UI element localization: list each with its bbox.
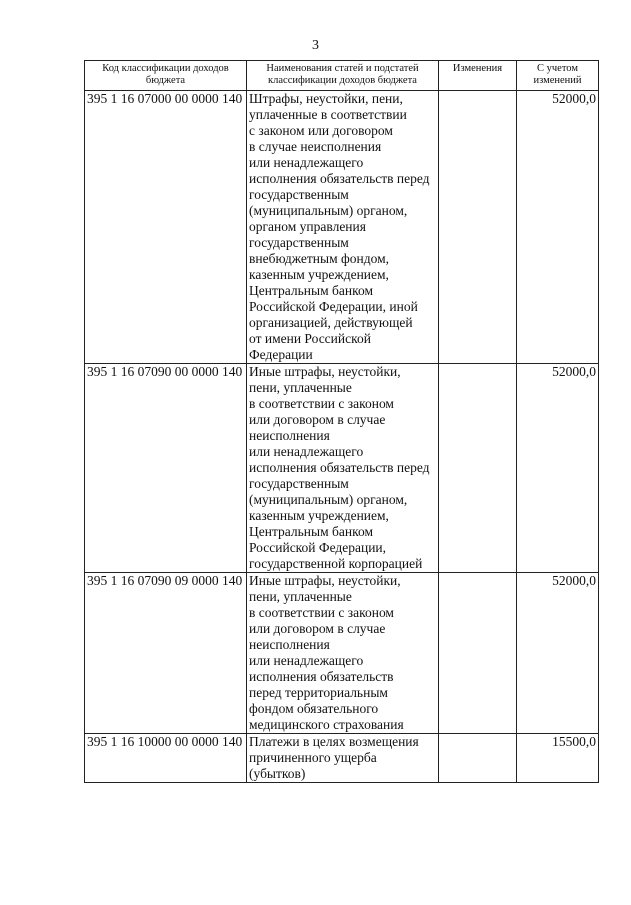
income-name [247,364,439,573]
income-code: 395 1 16 07000 00 0000 140 [85,91,247,364]
income-code: 395 1 16 07090 09 0000 140 [85,573,247,734]
income-name-line: пени, уплаченные [249,589,352,604]
income-name-line: Российской Федерации, [249,540,387,555]
income-name [247,573,439,734]
income-name-line: перед территориальным [249,685,388,700]
income-name-line: неисполнения [249,428,330,443]
total-value: 52000,0 [517,91,599,364]
income-name-line: казенным учреждением, [249,508,389,523]
income-name [247,91,439,364]
income-name-line: (муниципальным) органом, [249,203,408,218]
income-name-line: организацией, действующей [249,315,413,330]
income-name-line: фондом обязательного [249,701,379,716]
income-name-line: неисполнения [249,637,330,652]
income-name-line: исполнения обязательств [249,669,394,684]
changes-value [439,91,517,364]
income-name-line: в соответствии с законом [249,396,394,411]
income-name-line: Иные штрафы, неустойки, [249,573,401,588]
income-name-line: исполнения обязательств перед [249,460,430,475]
income-name-line: казенным учреждением, [249,267,389,282]
table-header-row [85,61,599,91]
income-name-line: или ненадлежащего [249,653,364,668]
total-value: 52000,0 [517,364,599,573]
header-name: Наименования статей и подстатей классификации доходов бюджета [247,61,439,91]
income-name-line: пени, уплаченные [249,380,352,395]
table-row [85,573,599,734]
changes-value [439,734,517,783]
income-name-line: Центральным банком [249,524,373,539]
income-name-line: в соответствии с законом [249,605,394,620]
revenue-classification-table [84,60,599,783]
income-name-line: внебюджетным фондом, [249,251,389,266]
table-row [85,364,599,573]
income-name-line: уплаченные в соответствии [249,107,407,122]
header-changes: Изменения [439,61,517,91]
income-name-line: или ненадлежащего [249,444,364,459]
table-body [85,91,599,783]
income-name-line: Центральным банком [249,283,373,298]
income-name-line: с законом или договором [249,123,393,138]
changes-value [439,364,517,573]
income-name-line: Российской Федерации, иной [249,299,418,314]
income-name-line: государственной корпорацией [249,556,423,571]
header-code: Код классификации доходов бюджета [85,61,247,91]
total-value: 15500,0 [517,734,599,783]
income-name-line: от имени Российской [249,331,371,346]
income-code: 395 1 16 10000 00 0000 140 [85,734,247,783]
income-code: 395 1 16 07090 00 0000 140 [85,364,247,573]
income-name-line: медицинского страхования [249,717,404,732]
income-name-line: Федерации [249,347,313,362]
income-name-line: (убытков) [249,766,306,781]
income-name-line: государственным [249,235,349,250]
total-value: 52000,0 [517,573,599,734]
header-total: С учетом изменений [517,61,599,91]
income-name-line: государственным [249,476,349,491]
table-row [85,91,599,364]
income-name-line: или договором в случае [249,412,386,427]
income-name-line: исполнения обязательств перед [249,171,430,186]
income-name-line: государственным [249,187,349,202]
table-row [85,734,599,783]
income-name [247,734,439,783]
income-name-line: в случае неисполнения [249,139,382,154]
income-name-line: Платежи в целях возмещения [249,734,419,749]
income-name-line: Иные штрафы, неустойки, [249,364,401,379]
income-name-line: органом управления [249,219,366,234]
income-name-line: или договором в случае [249,621,386,636]
income-name-line: причиненного ущерба [249,750,377,765]
changes-value [439,573,517,734]
income-name-line: Штрафы, неустойки, пени, [249,91,403,106]
income-name-line: (муниципальным) органом, [249,492,408,507]
income-name-line: или ненадлежащего [249,155,364,170]
page-number: 3 [312,38,319,53]
